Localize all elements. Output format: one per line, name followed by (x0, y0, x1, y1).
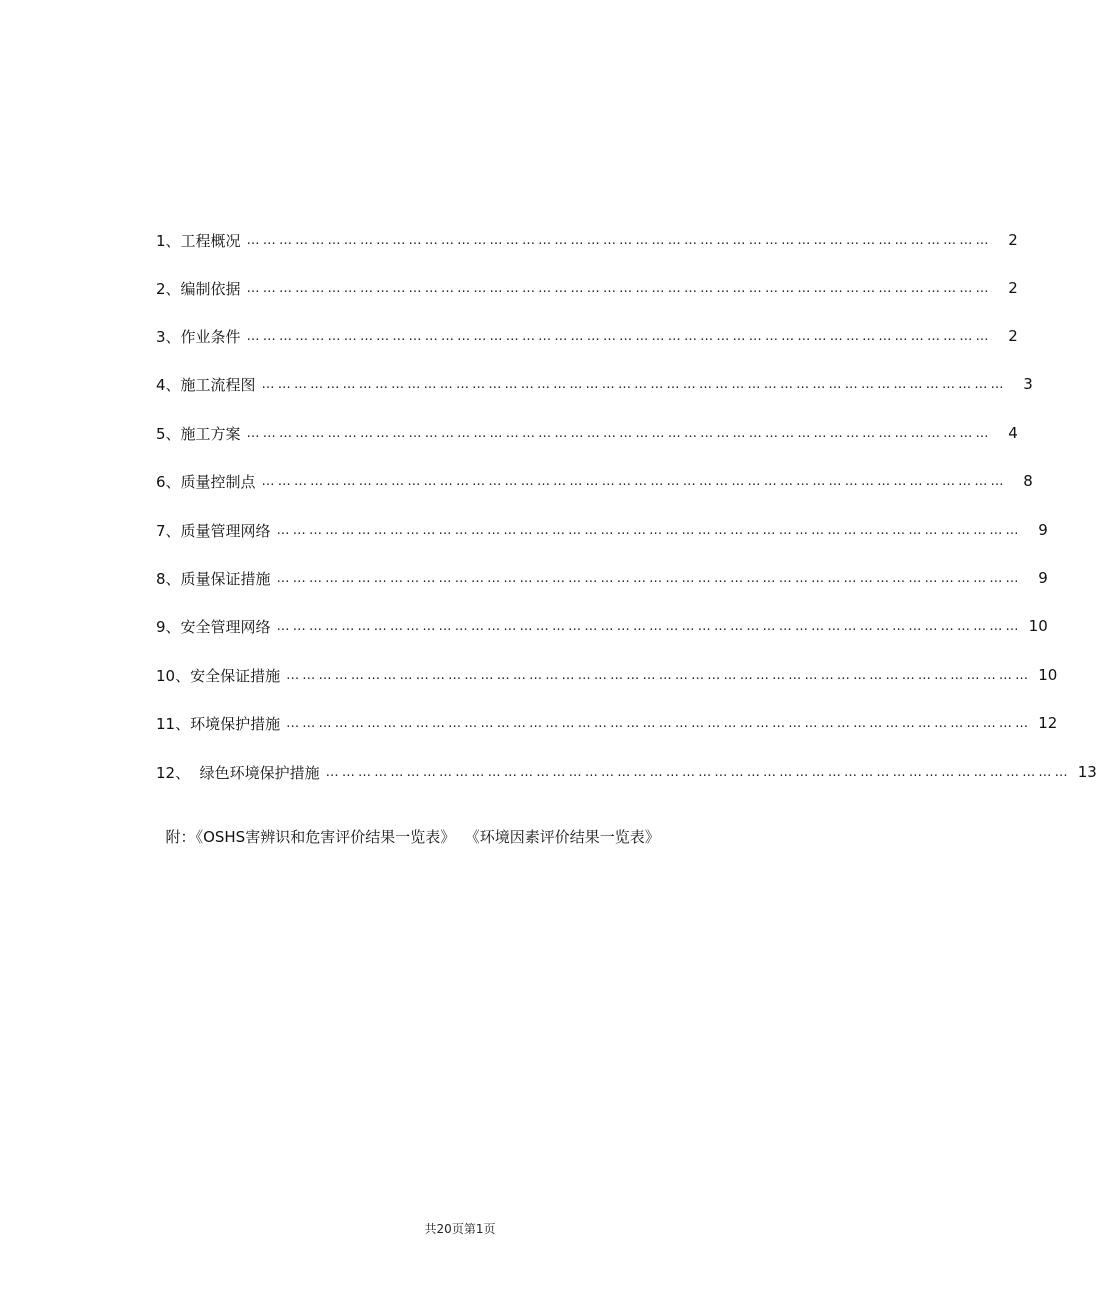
toc-entry-label: 7、质量管理网络 (156, 521, 271, 540)
toc-dot-leader: ………………………………………………………………………………………………………………………… (276, 618, 1022, 634)
toc-entry[interactable] (156, 566, 1048, 590)
toc-entry[interactable] (156, 711, 1058, 735)
toc-entry[interactable] (156, 324, 1018, 348)
toc-entry-page: 12 (1038, 714, 1058, 732)
appendix-item-environment-factor-table[interactable]: 《环境因素评价结果一览表》 (464, 828, 660, 846)
toc-entry-page: 2 (1008, 279, 1018, 297)
toc-entry-label: 3、作业条件 (156, 327, 241, 346)
toc-dot-leader: ………………………………………………………………………………………………………………………… (286, 715, 1032, 731)
appendix-item-osh-hazard-table[interactable]: 《OSHS害辨识和危害评价结果一览表》 (195, 828, 456, 846)
toc-entry-page: 2 (1008, 327, 1018, 345)
toc-dot-leader: ………………………………………………………………………………………………………………………… (261, 376, 1007, 392)
toc-dot-leader: ………………………………………………………………………………………………………………………… (246, 280, 992, 296)
toc-entry[interactable] (156, 421, 1018, 445)
toc-entry-page: 10 (1028, 617, 1048, 635)
toc-entry[interactable] (156, 614, 1048, 638)
toc-entry-label: 5、施工方案 (156, 424, 241, 443)
toc-entry[interactable] (156, 276, 1018, 300)
page-footer: 共20页第1页 (424, 1222, 496, 1236)
toc-dot-leader: ………………………………………………………………………………………………………………………… (261, 473, 1007, 489)
toc-entry[interactable] (156, 663, 1058, 687)
toc-dot-leader: ………………………………………………………………………………………………………………………… (246, 232, 992, 248)
appendix-prefix: 附： (165, 828, 196, 846)
toc-entry-label: 6、质量控制点 (156, 472, 256, 491)
toc-entry-page: 3 (1023, 375, 1033, 393)
toc-dot-leader: ………………………………………………………………………………………………………………………… (325, 764, 1071, 780)
toc-entry-label: 8、质量保证措施 (156, 569, 271, 588)
toc-dot-leader: ………………………………………………………………………………………………………………………… (246, 425, 992, 441)
toc-entry-page: 9 (1038, 569, 1048, 587)
toc-entry-label: 1、工程概况 (156, 231, 241, 250)
toc-entry-page: 10 (1038, 666, 1058, 684)
toc-entry-label: 2、编制依据 (156, 279, 241, 298)
toc-dot-leader: ………………………………………………………………………………………………………………………… (286, 667, 1032, 683)
toc-dot-leader: ………………………………………………………………………………………………………………………… (246, 328, 992, 344)
toc-entry-page: 2 (1008, 231, 1018, 249)
toc-entry[interactable] (156, 228, 1018, 252)
toc-entry-page: 13 (1077, 763, 1097, 781)
toc-dot-leader: ………………………………………………………………………………………………………………………… (276, 570, 1022, 586)
toc-entry[interactable] (156, 372, 1033, 396)
toc-entry-page: 4 (1008, 424, 1018, 442)
toc-entry[interactable] (156, 469, 1033, 493)
toc-entry-label: 9、安全管理网络 (156, 617, 271, 636)
toc-entry[interactable] (156, 760, 1097, 784)
toc-dot-leader: ………………………………………………………………………………………………………………………… (276, 522, 1022, 538)
toc-entry-label: 11、环境保护措施 (156, 714, 281, 733)
appendix-line (156, 808, 660, 847)
toc-entry-label: 12、 绿色环境保护措施 (156, 763, 320, 782)
toc-entry-page: 9 (1038, 521, 1048, 539)
toc-entry-page: 8 (1023, 472, 1033, 490)
toc-entry-label: 4、施工流程图 (156, 375, 256, 394)
toc-entry-label: 10、安全保证措施 (156, 666, 281, 685)
toc-entry[interactable] (156, 518, 1048, 542)
